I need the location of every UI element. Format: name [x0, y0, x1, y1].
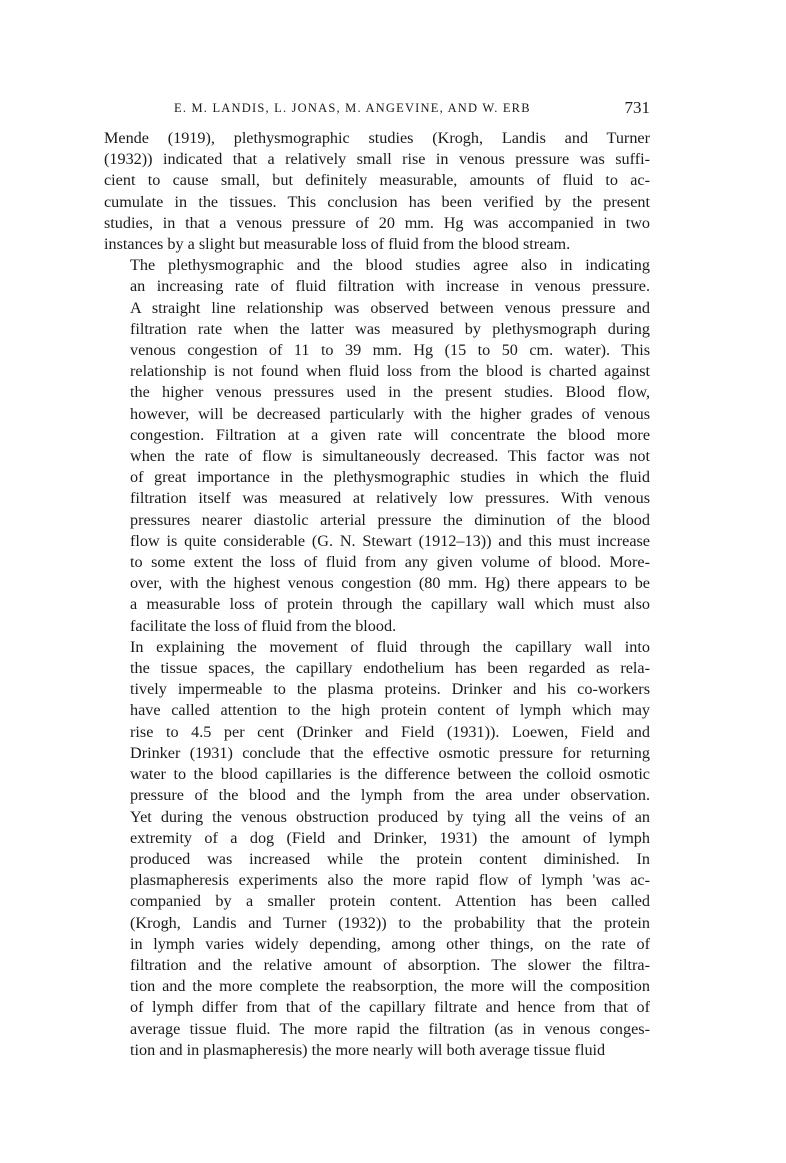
text-line: flow is quite considerable (G. N. Stewart (1912–13)) and this must increase [130, 531, 650, 550]
text-line: to some extent the loss of fluid from any given volume of blood. More- [130, 553, 650, 572]
text-line: plasmapheresis experiments also the more rapid flow of lymph 'was ac- [130, 871, 650, 890]
text-line: (1932)) indicated that a relatively small rise in venous pressure was suffi- [104, 150, 650, 169]
text-line: tion and the more complete the reabsorption, the more will the composition [130, 977, 650, 996]
paragraph [104, 637, 650, 1061]
text-line: an increasing rate of fluid filtration with increase in venous pressure. [130, 277, 650, 296]
text-line: in lymph varies widely depending, among other things, on the rate of [130, 934, 650, 953]
text-line: cumulate in the tissues. This conclusion has been verified by the present [104, 192, 650, 211]
text-line: In explaining the movement of fluid through the capillary wall into [130, 637, 650, 656]
running-head [104, 98, 650, 120]
text-line: The plethysmographic and the blood studies agree also in indicating [130, 256, 650, 275]
text-line: pressures nearer diastolic arterial pressure the diminution of the blood [130, 510, 650, 529]
text-line: venous congestion of 11 to 39 mm. Hg (15 to 50 cm. water). This [130, 341, 650, 360]
text-line: of great importance in the plethysmographic studies in which the fluid [130, 468, 650, 487]
text-line: rise to 4.5 per cent (Drinker and Field (1931)). Loewen, Field and [130, 722, 650, 741]
text-line: the higher venous pressures used in the present studies. Blood flow, [130, 383, 650, 402]
text-line: filtration itself was measured at relatively low pressures. With venous [130, 489, 650, 508]
text-line: cient to cause small, but definitely measurable, amounts of fluid to ac- [104, 171, 650, 190]
text-line: relationship is not found when fluid loss from the blood is charted against [130, 362, 650, 381]
text-line: tively impermeable to the plasma proteins. Drinker and his co-workers [130, 680, 650, 699]
text-line: filtration rate when the latter was measured by plethysmograph during [130, 319, 650, 338]
text-line: studies, in that a venous pressure of 20 mm. Hg was accompanied in two [104, 213, 650, 232]
page [104, 98, 650, 1061]
text-line: instances by a slight but measurable loss of fluid from the blood stream. [104, 235, 571, 254]
text-line: Yet during the venous obstruction produced by tying all the veins of an [130, 807, 650, 826]
paragraph [104, 128, 650, 255]
text-line: over, with the highest venous congestion (80 mm. Hg) there appears to be [130, 574, 650, 593]
text-line: facilitate the loss of fluid from the blood. [130, 616, 397, 635]
text-line: pressure of the blood and the lymph from the area under observation. [130, 786, 650, 805]
text-line: have called attention to the high protein content of lymph which may [130, 701, 650, 720]
body-text [104, 128, 650, 1061]
text-line: average tissue fluid. The more rapid the filtration (as in venous conges- [130, 1019, 650, 1038]
text-line: filtration and the relative amount of absorption. The slower the filtra- [130, 955, 650, 974]
text-line: tion and in plasmapheresis) the more nearly will both average tissue fluid [130, 1040, 606, 1059]
text-line: extremity of a dog (Field and Drinker, 1931) the amount of lymph [130, 828, 650, 847]
text-line: produced was increased while the protein content diminished. In [130, 849, 650, 868]
text-line: Drinker (1931) conclude that the effective osmotic pressure for returning [130, 743, 650, 762]
text-line: of lymph differ from that of the capillary filtrate and hence from that of [130, 998, 650, 1017]
text-line: (Krogh, Landis and Turner (1932)) to the probability that the protein [130, 913, 650, 932]
page-number: 731 [624, 98, 650, 117]
running-head-authors: E. M. LANDIS, L. JONAS, M. ANGEVINE, AND W. ERB [174, 101, 531, 115]
text-line: Mende (1919), plethysmographic studies (Krogh, Landis and Turner [104, 129, 650, 147]
text-line: water to the blood capillaries is the difference between the colloid osmotic [130, 765, 650, 784]
text-line: however, will be decreased particularly with the higher grades of venous [130, 404, 650, 423]
paragraph [104, 255, 650, 637]
text-line: companied by a smaller protein content. Attention has been called [130, 892, 650, 911]
text-line: a measurable loss of protein through the capillary wall which must also [130, 595, 650, 614]
text-line: congestion. Filtration at a given rate will concentrate the blood more [130, 425, 650, 444]
text-line: the tissue spaces, the capillary endothelium has been regarded as rela- [130, 659, 650, 678]
text-line: when the rate of flow is simultaneously decreased. This factor was not [130, 447, 650, 466]
text-line: A straight line relationship was observed between venous pressure and [130, 298, 650, 317]
